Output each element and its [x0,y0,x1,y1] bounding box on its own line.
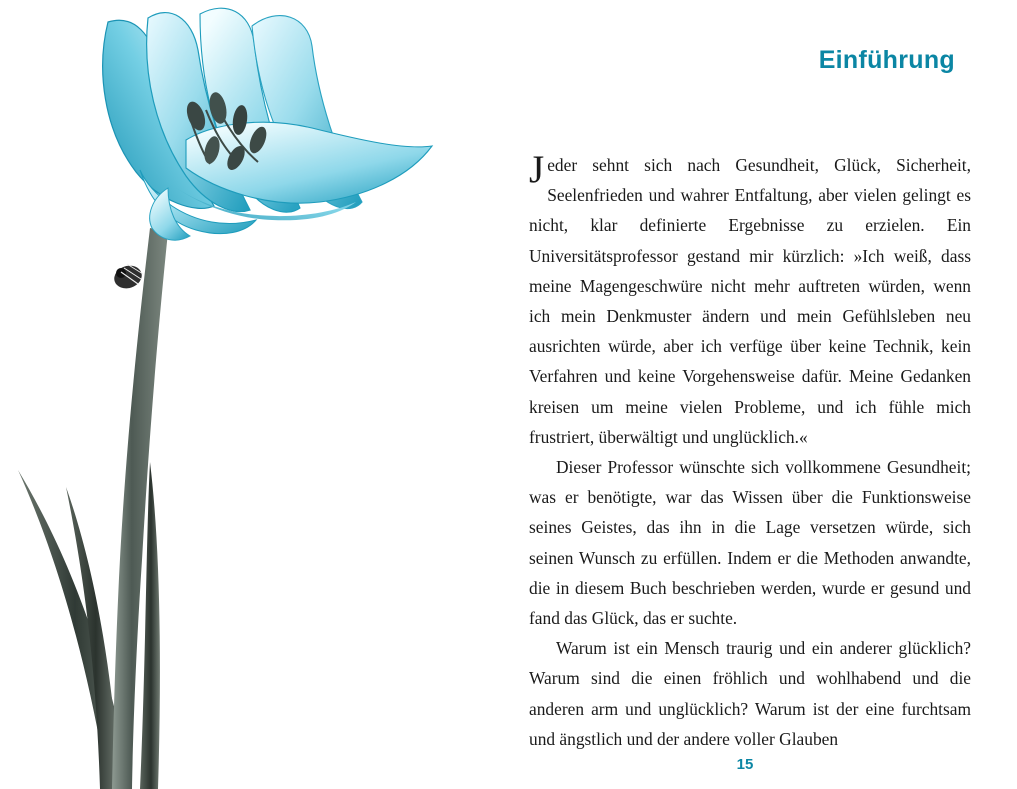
page-number [509,756,1017,773]
paragraph-2: Dieser Professor wünschte sich vollkommene Gesundheit; was er benötigte, war das Wissen über die Funktionsweise seines Geistes, das ihn in die Lage versetzen würde, sich seinen Wunsch zu erfüllen. Indem er die Methoden anwandte, die in diesem Buch beschrieben werden, wurde er gesund und fand das Glück, das er suchte. [529,457,971,629]
tulip-illustration [0,0,508,789]
page-number-value: 15 [736,756,754,773]
paragraph-3: Warum ist ein Mensch traurig und ein anderer glücklich? Warum sind die einen fröhlich und wohlhabend und die anderen arm und unglücklich? Warum ist der eine furchtsam und ängstlich und der andere voller Glauben [529,638,971,749]
drop-cap: J [529,148,545,191]
right-page [509,0,1017,789]
ladybug-icon [111,262,144,292]
body-text [529,150,971,754]
paragraph-1-text: eder sehnt sich nach Gesundheit, Glück, Sicherheit, Seelenfrieden und wahrer Entfaltung, aber vielen gelingt es nicht, klar definierte Ergebnisse zu erzielen. Ein Universitätsprofessor gestand mir kürzlich: »Ich weiß, dass meine Magengeschwüre nicht mehr auftreten würden, wenn ich mein Denkmuster ändern und mein Gefühlsleben neu ausrichten würde, aber ich verfüge über keine Technik, kein Verfahren und keine Vorgehensweise dafür. Meine Gedanken kreisen um meine vielen Probleme, und ich fühle mich frustriert, überwältigt und unglücklich.« [529,155,971,447]
page-title: Einführung [818,46,955,74]
paragraph-1 [529,150,971,452]
flower-head [103,8,432,240]
left-page [0,0,508,789]
